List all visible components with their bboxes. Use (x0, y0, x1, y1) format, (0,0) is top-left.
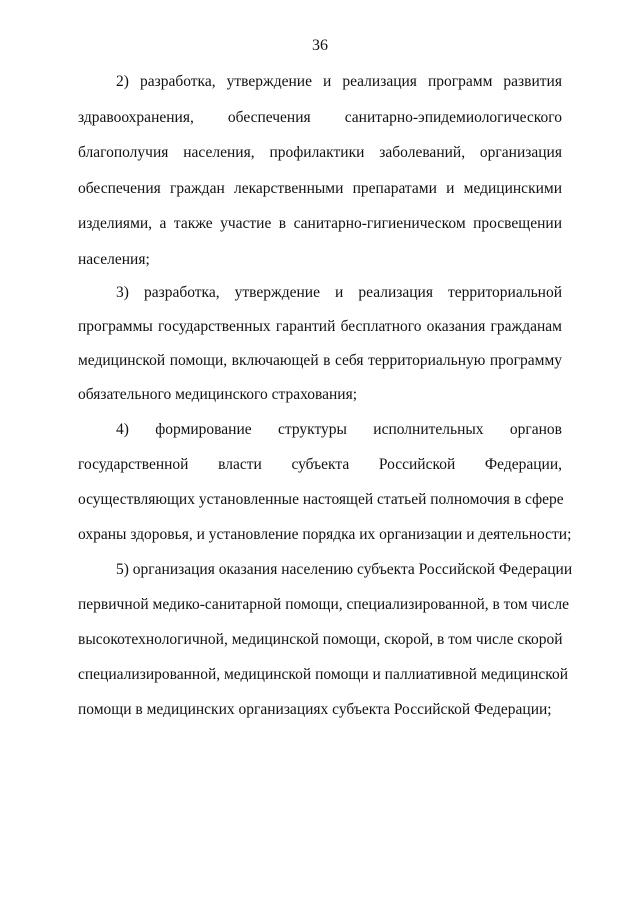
text-line: обязательного медицинского страхования; (78, 386, 357, 403)
text-line: 2) разработка, утверждение и реализация программ развития (116, 73, 562, 90)
page-number: 36 (312, 37, 328, 54)
text-line: первичной медико-санитарной помощи, специализированной, в том числе (78, 596, 569, 613)
text-line: специализированной, медицинской помощи и паллиативной медицинской (78, 666, 569, 683)
text-line: охраны здоровья, и установление порядка их организации и деятельности; (78, 526, 572, 543)
text-line: программы государственных гарантий бесплатного оказания гражданам (78, 318, 562, 335)
text-line: обеспечения граждан лекарственными препаратами и медицинскими (78, 179, 562, 197)
text-line: высокотехнологичной, медицинской помощи, скорой, в том числе скорой (78, 631, 563, 648)
text-line: населения; (78, 250, 150, 268)
text-line: 3) разработка, утверждение и реализация территориальной (116, 284, 562, 301)
text-line: помощи в медицинских организациях субъекта Российской Федерации; (78, 701, 552, 718)
text-line: 4) формирование структуры исполнительных органов (116, 421, 562, 438)
paragraph-item-5 (78, 560, 573, 735)
text-line: осуществляющих установленные настоящей статьей полномочия в сфере (78, 491, 564, 508)
text-line: 5) организация оказания населению субъекта Российской Федерации (116, 561, 573, 578)
paragraph-item-4 (78, 420, 572, 560)
text-line: благополучия населения, профилактики заболеваний, организация (78, 144, 562, 161)
paragraph-item-3 (78, 283, 562, 419)
paragraph-item-2 (78, 72, 562, 285)
text-line: медицинской помощи, включающей в себя территориальную программу (78, 352, 562, 369)
text-line: здравоохранения, обеспечения санитарно-эпидемиологического (78, 108, 562, 126)
text-line: изделиями, а также участие в санитарно-гигиеническом просвещении (78, 215, 562, 232)
text-line: государственной власти субъекта Российской Федерации, (78, 456, 562, 473)
